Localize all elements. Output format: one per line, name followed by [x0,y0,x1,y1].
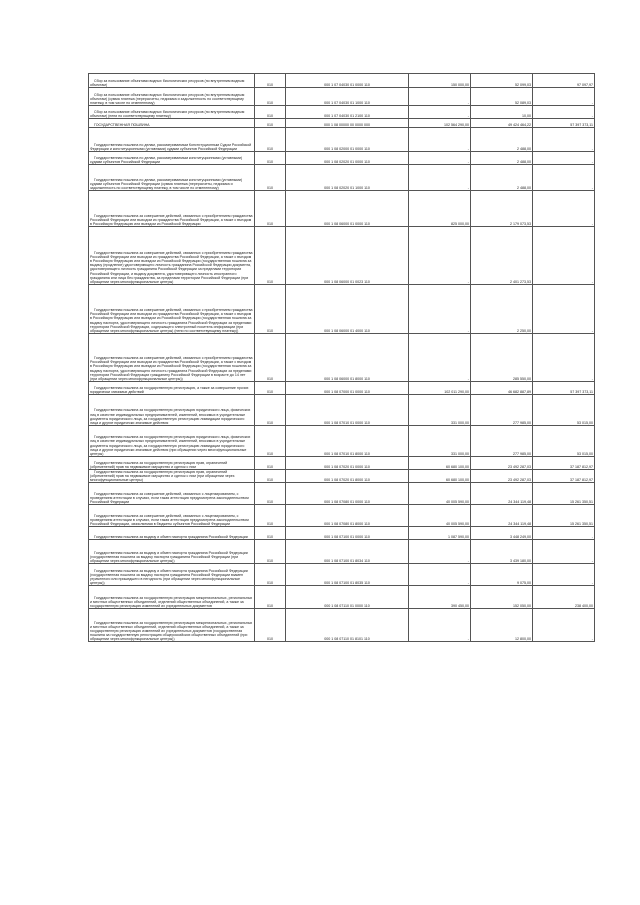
row-name-cell: Государственная пошлина за государственную регистрацию юридического лица, физических лиц в качестве индивидуальных предпринимателей, изменений, вносимых в учредительные документы юридического лица, за государственную регистрацию ликвидации юридического лица и другие юридически значимые действия [89,395,255,426]
row-unexecuted-amount-cell: - [533,128,595,152]
row-unexecuted-amount-cell: 53 015,00 [533,395,595,426]
row-admin-code-cell: 010 [255,457,286,470]
row-admin-code-cell: 010 [255,165,286,191]
row-classification-code-cell: 000 1 08 07020 01 0000 110 [286,457,409,470]
row-name-cell: Государственная пошлина по делам, рассматриваемым Конституционным Судом Российской Федерации и конституционными (уставными) судами субъектов Российской Федерации [89,128,255,152]
row-executed-amount-cell: 152 050,00 [471,586,533,609]
row-executed-amount-cell: 2 488,00 [471,128,533,152]
row-approved-amount-cell: 1 087 590,00 [409,527,471,540]
row-unexecuted-amount-cell: - [533,152,595,165]
row-admin-code-cell: 010 [255,470,286,483]
table-row [89,457,595,470]
row-name-cell: Сбор за пользование объектами водных биологических ресурсов (по внутренним водным объектам) (сумма платежа (перерасчеты, недоимка и задолженность по соответствующему платежу, в том числе по отмененному) [89,88,255,106]
row-admin-code-cell: 010 [255,395,286,426]
row-executed-amount-cell: 2 179 073,53 [471,191,533,227]
row-admin-code-cell: 010 [255,285,286,334]
row-name-cell: Государственная пошлина за совершение действий, связанных с лицензированием, с проведением аттестации в случаях, если такая аттестация предусмотрена законодательством Российской Федерации [89,483,255,505]
row-approved-amount-cell: 331 000,00 [409,395,471,426]
table-row [89,334,595,382]
row-admin-code-cell: 010 [255,152,286,165]
table-row [89,586,595,609]
row-admin-code-cell: 010 [255,88,286,106]
row-executed-amount-cell: 24 344 119,48 [471,505,533,527]
row-name-cell: Государственная пошлина за государственную регистрацию прав, ограничений (обременений) прав на недвижимое имущество и сделок с ним [89,457,255,470]
row-approved-amount-cell: - [409,540,471,564]
row-unexecuted-amount-cell: - [533,191,595,227]
row-classification-code-cell: 000 1 08 07080 01 0000 110 [286,483,409,505]
row-classification-code-cell: 000 1 08 07100 01 8034 110 [286,540,409,564]
row-executed-amount-cell: 2 488,00 [471,152,533,165]
row-admin-code-cell: 010 [255,527,286,540]
budget-execution-table [88,73,595,642]
row-classification-code-cell: 000 1 08 07010 01 0000 110 [286,395,409,426]
row-classification-code-cell: 000 1 08 07020 01 8000 110 [286,470,409,483]
row-name-cell: Государственная пошлина за совершение действий, связанных с приобретением гражданства Российской Федерации или выходом из гражданства Российской Федерации, а также с въездом в Российскую Федерацию или выездом из Российской Федерации (государственная пошлина за выдачу паспорта, удостоверяющего личность гражданина Российской Федерации за пределами территории Российской Федерации, содержащего электронный носитель информации (при обращении через многофункциональные центры) (пени по соответствующему платежу)) [89,285,255,334]
row-admin-code-cell: 010 [255,540,286,564]
row-name-cell: Государственная пошлина по делам, рассматриваемым конституционными (уставными) судами субъектов Российской Федерации [89,152,255,165]
row-approved-amount-cell: 390 450,00 [409,586,471,609]
table-row [89,470,595,483]
row-unexecuted-amount-cell: 15 261 350,51 [533,505,595,527]
row-executed-amount-cell: 46 682 887,89 [471,382,533,395]
row-unexecuted-amount-cell: 238 400,00 [533,586,595,609]
row-executed-amount-cell: 2 401 273,53 [471,227,533,285]
row-classification-code-cell: 000 1 08 06000 01 0023 110 [286,227,409,285]
table-row [89,426,595,457]
row-approved-amount-cell: - [409,609,471,642]
row-admin-code-cell: 010 [255,426,286,457]
row-unexecuted-amount-cell: 15 261 350,51 [533,483,595,505]
row-executed-amount-cell: 285 550,00 [471,334,533,382]
row-executed-amount-cell: 52 099,03 [471,74,533,88]
row-name-cell: Государственная пошлина за совершение действий, связанных с приобретением гражданства Российской Федерации или выходом из гражданства Российской Федерации, а также с въездом в Российскую Федерацию или выездом из Российской Федерации [89,191,255,227]
row-approved-amount-cell: 102 564 290,00 [409,119,471,128]
row-admin-code-cell: 010 [255,128,286,152]
row-approved-amount-cell: - [409,128,471,152]
row-name-cell: Государственная пошлина за совершение действий, связанных с приобретением гражданства Российской Федерации или выходом из гражданства Российской Федерации, а также с въездом в Российскую Федерацию или выездом из Российской Федерации (государственная пошлина за выдачу паспорта, удостоверяющего личность гражданина Российской Федерации за пределами территории Российской Федерации гражданину Российской Федерации в возрасте до 14 лет (при обращении через многофункциональные центры)) [89,334,255,382]
row-admin-code-cell: 010 [255,586,286,609]
row-classification-code-cell: 000 1 08 07100 01 8035 110 [286,564,409,586]
row-unexecuted-amount-cell: - [533,527,595,540]
table-body [89,74,595,642]
row-unexecuted-amount-cell: - [533,540,595,564]
row-classification-code-cell: 000 1 08 07110 01 8101 110 [286,609,409,642]
row-name-cell: Сбор за пользование объектами водных биологических ресурсов (по внутренним водным объектам) [89,74,255,88]
row-approved-amount-cell: - [409,88,471,106]
table-row [89,227,595,285]
row-classification-code-cell: 000 1 08 00000 00 0000 000 [286,119,409,128]
row-unexecuted-amount-cell: - [533,227,595,285]
row-classification-code-cell: 000 1 08 02020 01 0000 110 [286,152,409,165]
row-approved-amount-cell: 40 005 590,00 [409,505,471,527]
table-row [89,609,595,642]
row-name-cell: Государственная пошлина за совершение действий, связанных с приобретением гражданства Российской Федерации или выходом из гражданства Российской Федерации, а также с въездом в Российскую Федерацию или выездом из Российской Федерации (государственная пошлина за выдачу (продление) удостоверяющего личность гражданина Российской Федерации документа, удостоверяющего личность гражданина Российской Федерации за пределами территории Российской Федерации, и выдачу документа, удостоверяющего личность иностранного гражданина или лица без гражданства, за пределами территории Российской Федерации (при обращении через многофункциональные центры) [89,227,255,285]
row-approved-amount-cell: 40 005 590,00 [409,483,471,505]
row-admin-code-cell: 010 [255,609,286,642]
row-approved-amount-cell: - [409,165,471,191]
row-executed-amount-cell: 10,00 [471,106,533,119]
row-name-cell: Государственная пошлина за государственную регистрацию межрегиональных, региональных и местных общественных объединений, отделений общественных объединений, а также за государственную регистрацию изменений их учредительных документов [89,586,255,609]
row-executed-amount-cell: 24 344 119,48 [471,483,533,505]
row-admin-code-cell: 010 [255,106,286,119]
row-classification-code-cell: 000 1 08 06000 01 4000 110 [286,285,409,334]
row-unexecuted-amount-cell: - [533,88,595,106]
row-approved-amount-cell: 331 000,00 [409,426,471,457]
row-classification-code-cell: 000 1 08 06000 01 0000 110 [286,191,409,227]
row-approved-amount-cell: 150 000,00 [409,74,471,88]
row-name-cell: Государственная пошлина за выдачу и обмен паспорта гражданина Российской Федерации (государственная пошлина за выдачу паспорта гражданина Российской Федерации (при обращении через многофункциональные центры)) [89,540,255,564]
row-admin-code-cell: 010 [255,227,286,285]
row-approved-amount-cell: 825 000,00 [409,191,471,227]
row-executed-amount-cell: 277 985,00 [471,426,533,457]
row-unexecuted-amount-cell: - [533,165,595,191]
row-executed-amount-cell: 49 424 464,22 [471,119,533,128]
table-row [89,527,595,540]
row-classification-code-cell: 000 1 08 02020 01 1000 110 [286,165,409,191]
table-row [89,88,595,106]
table-row [89,483,595,505]
row-admin-code-cell: 010 [255,191,286,227]
row-unexecuted-amount-cell: 37 187 812,97 [533,470,595,483]
row-admin-code-cell: 010 [255,382,286,395]
row-name-cell: Государственная пошлина за государственную регистрацию межрегиональных, региональных и местных общественных объединений, отделений общественных объединений, а также за государственную регистрацию изменений их учредительных документов (государственная пошлина за государственную регистрацию общероссийских общественных объединений (при обращении через многофункциональные центры)) [89,609,255,642]
table-row [89,395,595,426]
row-executed-amount-cell: 52 089,03 [471,88,533,106]
row-admin-code-cell: 010 [255,334,286,382]
row-admin-code-cell: 010 [255,505,286,527]
row-approved-amount-cell: - [409,152,471,165]
row-classification-code-cell: 000 1 08 02000 01 0000 110 [286,128,409,152]
row-approved-amount-cell: - [409,106,471,119]
row-classification-code-cell: 000 1 07 04030 01 2100 110 [286,106,409,119]
table-row [89,106,595,119]
row-unexecuted-amount-cell: - [533,106,595,119]
row-executed-amount-cell: 3 439 180,00 [471,540,533,564]
row-executed-amount-cell: 3 448 249,00 [471,527,533,540]
table-row [89,540,595,564]
row-executed-amount-cell: 2 488,00 [471,165,533,191]
row-executed-amount-cell: 9 075,00 [471,564,533,586]
row-name-cell: Государственная пошлина за совершение действий, связанных с лицензированием, с проведением аттестации в случаях, если такая аттестация предусмотрена законодательством Российской Федерации, зачисляемая в бюджеты субъектов Российской Федерации [89,505,255,527]
row-executed-amount-cell: 277 985,00 [471,395,533,426]
row-classification-code-cell: 000 1 07 04030 01 1000 110 [286,88,409,106]
table-row [89,74,595,88]
row-admin-code-cell: 010 [255,483,286,505]
row-unexecuted-amount-cell: 57 397 373,11 [533,382,595,395]
row-executed-amount-cell: 12 800,00 [471,609,533,642]
row-approved-amount-cell: 60 680 100,00 [409,457,471,470]
row-unexecuted-amount-cell: 53 015,00 [533,426,595,457]
row-name-cell: Государственная пошлина за государственную регистрацию, а также за совершение прочих юридически значимых действий [89,382,255,395]
table-row [89,191,595,227]
row-unexecuted-amount-cell: - [533,334,595,382]
row-approved-amount-cell: 102 011 290,00 [409,382,471,395]
row-executed-amount-cell: 23 492 287,03 [471,470,533,483]
table-row [89,128,595,152]
row-classification-code-cell: 000 1 08 06000 01 8000 110 [286,334,409,382]
table-row [89,564,595,586]
table-row [89,119,595,128]
row-admin-code-cell: 010 [255,119,286,128]
row-name-cell: ГОСУДАРСТВЕННАЯ ПОШЛИНА [89,119,255,128]
row-approved-amount-cell: - [409,334,471,382]
row-approved-amount-cell: - [409,285,471,334]
row-unexecuted-amount-cell: 97 097,97 [533,74,595,88]
row-unexecuted-amount-cell: - [533,285,595,334]
row-name-cell: Государственная пошлина по делам, рассматриваемым конституционными (уставными) судами субъектов Российской Федерации (сумма платежа (перерасчеты, недоимка и задолженность по соответствующему платежу, в том числе по отмененному) [89,165,255,191]
row-classification-code-cell: 000 1 07 04030 01 0000 110 [286,74,409,88]
row-approved-amount-cell: 60 680 100,00 [409,470,471,483]
row-classification-code-cell: 000 1 08 07080 01 8000 110 [286,505,409,527]
row-classification-code-cell: 000 1 08 07110 01 0000 110 [286,586,409,609]
row-name-cell: Государственная пошлина за выдачу и обмен паспорта гражданина Российской Федерации [89,527,255,540]
table-row [89,165,595,191]
row-name-cell: Государственная пошлина за государственную регистрацию юридического лица, физических лиц в качестве индивидуальных предпринимателей, изменений, вносимых в учредительные документы юридического лица, за государственную регистрацию ликвидации юридического лица и другие юридически значимые действия (при обращении через многофункциональные центры) [89,426,255,457]
row-classification-code-cell: 000 1 08 07010 01 8000 110 [286,426,409,457]
table-row [89,505,595,527]
row-name-cell: Государственная пошлина за государственную регистрацию прав, ограничений (обременений) прав на недвижимое имущество и сделок с ним (при обращении через многофункциональные центры) [89,470,255,483]
row-executed-amount-cell: 23 492 287,03 [471,457,533,470]
row-classification-code-cell: 000 1 08 07100 01 0000 110 [286,527,409,540]
table-row [89,285,595,334]
row-admin-code-cell: 010 [255,74,286,88]
row-unexecuted-amount-cell: - [533,609,595,642]
row-name-cell: Сбор за пользование объектами водных биологических ресурсов (по внутренним водным объектам) (пени по соответствующему платежу) [89,106,255,119]
row-approved-amount-cell: - [409,227,471,285]
row-name-cell: Государственная пошлина за выдачу и обмен паспорта гражданина Российской Федерации (государственная пошлина за выдачу паспорта гражданина Российской Федерации взамен утраченного или пришедшего в негодность (при обращении через многофункциональные центры)) [89,564,255,586]
row-classification-code-cell: 000 1 08 07000 01 0000 110 [286,382,409,395]
row-unexecuted-amount-cell: 37 187 812,97 [533,457,595,470]
row-unexecuted-amount-cell: - [533,564,595,586]
row-admin-code-cell: 010 [255,564,286,586]
row-executed-amount-cell: 2 250,00 [471,285,533,334]
table-row [89,382,595,395]
row-approved-amount-cell: - [409,564,471,586]
row-unexecuted-amount-cell: 57 397 373,11 [533,119,595,128]
table-row [89,152,595,165]
